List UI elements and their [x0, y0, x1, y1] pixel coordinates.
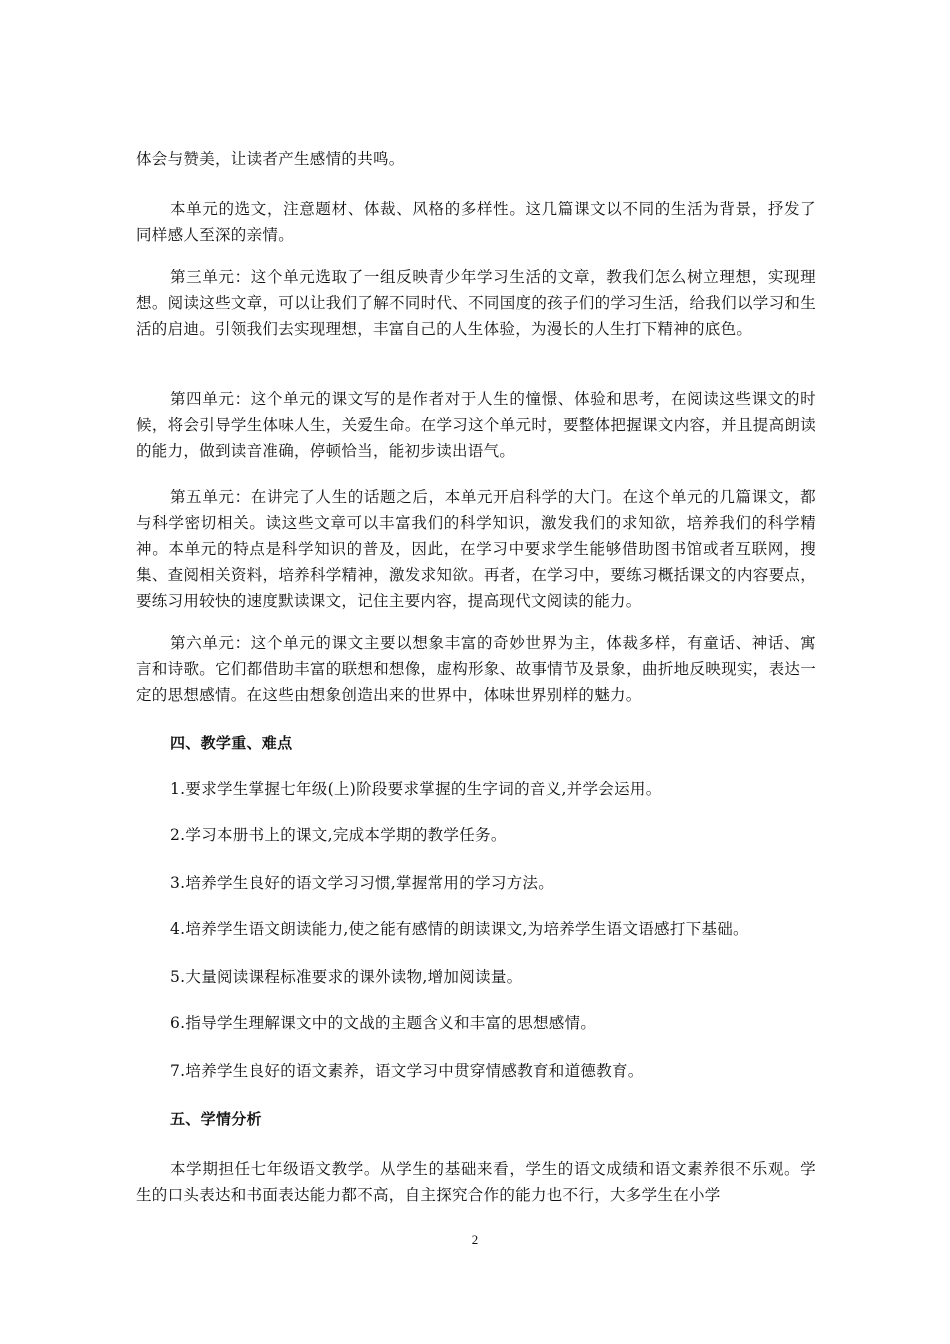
paragraph-unit-three: 第三单元：这个单元选取了一组反映青少年学习生活的文章，教我们怎么树立理想，实现理想。阅读这些文章，可以让我们了解不同时代、不同国度的孩子们的学习生活，给我们以学习和生活的启迪。引领我们去实现理想，丰富自己的人生体验，为漫长的人生打下精神的底色。 — [136, 268, 816, 338]
page-number: 2 — [471, 1232, 479, 1247]
paragraph-unit-six: 第六单元：这个单元的课文主要以想象丰富的奇妙世界为主，体裁多样，有童话、神话、寓言和诗歌。它们都借助丰富的联想和想像，虚构形象、故事情节及景象，曲折地反映现实，表达一定的思想感情。在这些由想象创造出来的世界中，体味世界别样的魅力。 — [136, 634, 816, 704]
list-item-1: 1.要求学生掌握七年级(上)阶段要求掌握的生字词的音义,并学会运用。 — [170, 780, 662, 798]
list-item-6: 6.指导学生理解课文中的文战的主题含义和丰富的思想感情。 — [170, 1014, 597, 1032]
paragraph-unit-two-summary: 本单元的选文，注意题材、体裁、风格的多样性。这几篇课文以不同的生活为背景，抒发了同样感人至深的亲情。 — [136, 200, 816, 244]
section-heading-key-points: 四、教学重、难点 — [170, 734, 293, 752]
list-item-3: 3.培养学生良好的语文学习习惯,掌握常用的学习方法。 — [170, 874, 555, 892]
paragraph-unit-four: 第四单元：这个单元的课文写的是作者对于人生的憧憬、体验和思考，在阅读这些课文的时候，将会引导学生体味人生，关爱生命。在学习这个单元时，要整体把握课文内容，并且提高朗读的能力，做到读音准确，停顿恰当，能初步读出语气。 — [136, 390, 816, 460]
list-item-4: 4.培养学生语文朗读能力,使之能有感情的朗读课文,为培养学生语文语感打下基础。 — [170, 920, 749, 938]
list-item-7: 7.培养学生良好的语文素养，语文学习中贯穿情感教育和道德教育。 — [170, 1062, 644, 1080]
paragraph-intro-end: 体会与赞美，让读者产生感情的共鸣。 — [136, 150, 405, 168]
section-heading-student-analysis: 五、学情分析 — [170, 1110, 262, 1128]
paragraph-student-analysis: 本学期担任七年级语文教学。从学生的基础来看，学生的语文成绩和语文素养很不乐观。学生的口头表达和书面表达能力都不高，自主探究合作的能力也不行，大多学生在小学 — [136, 1160, 816, 1204]
list-item-2: 2.学习本册书上的课文,完成本学期的教学任务。 — [170, 826, 507, 844]
list-item-5: 5.大量阅读课程标准要求的课外读物,增加阅读量。 — [170, 968, 523, 986]
paragraph-unit-five: 第五单元：在讲完了人生的话题之后，本单元开启科学的大门。在这个单元的几篇课文，都与科学密切相关。读这些文章可以丰富我们的科学知识，激发我们的求知欲，培养我们的科学精神。本单元的特点是科学知识的普及，因此，在学习中要求学生能够借助图书馆或者互联网，搜集、查阅相关资料，培养科学精神，激发求知欲。再者，在学习中，要练习概括课文的内容要点，要练习用较快的速度默读课文，记住主要内容，提高现代文阅读的能力。 — [136, 488, 816, 610]
